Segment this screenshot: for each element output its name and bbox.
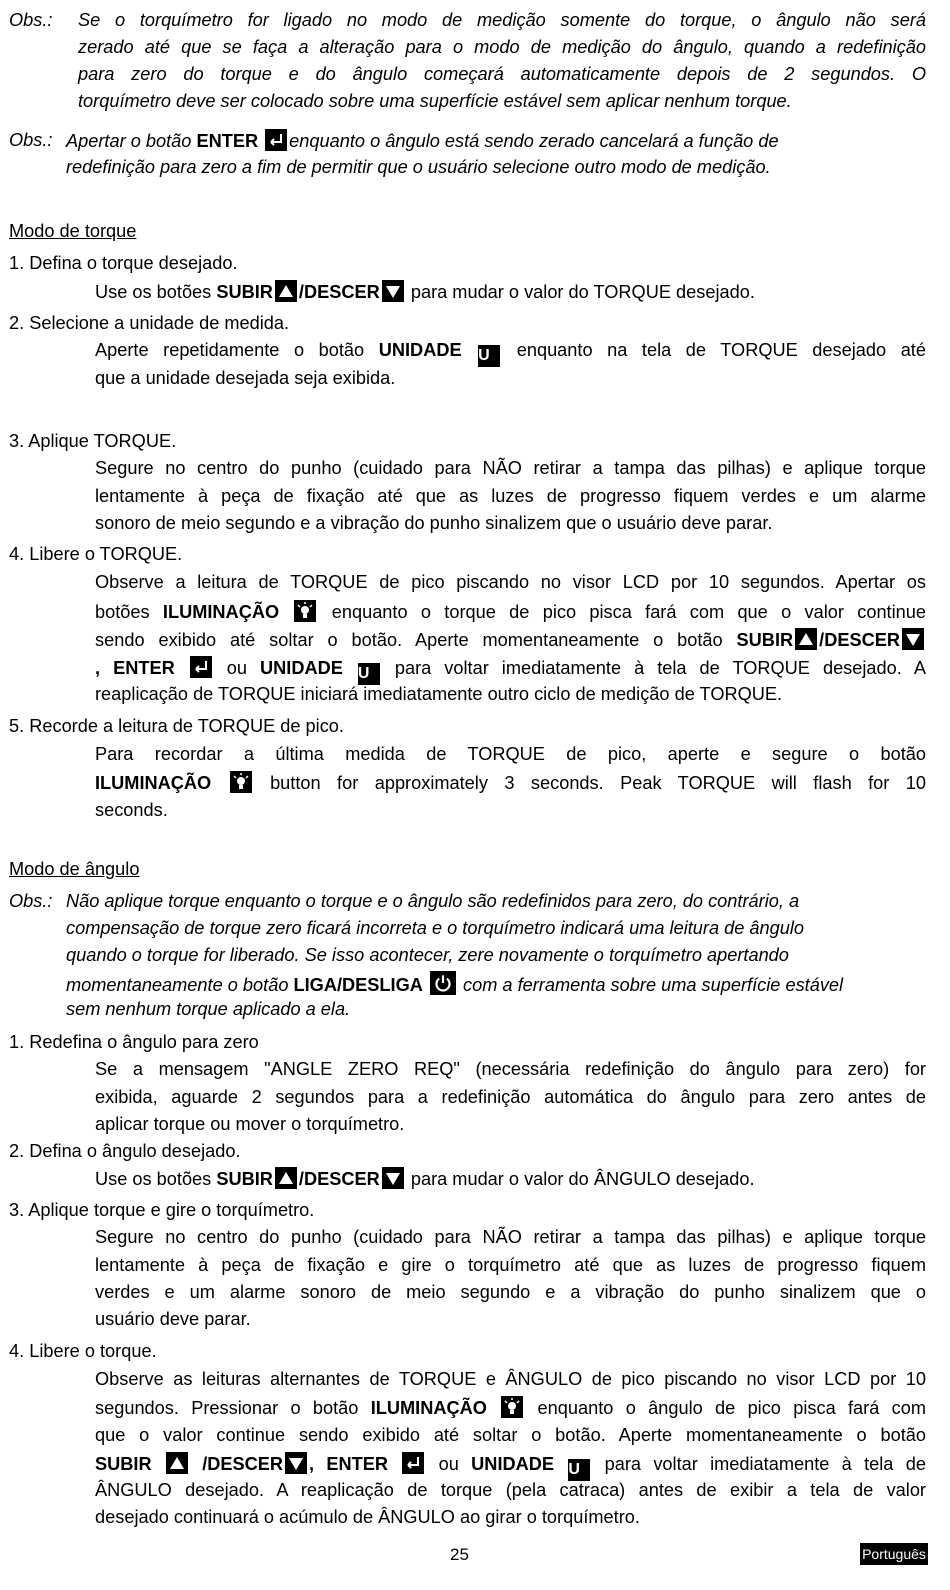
iluminacao-label: ILUMINAÇÃO bbox=[95, 773, 212, 793]
subir-label: SUBIR bbox=[216, 282, 273, 302]
angle-step1-l3: aplicar torque ou mover o torquímetro. bbox=[95, 1114, 405, 1134]
comma: , bbox=[95, 658, 101, 678]
descer-label: /DESCER bbox=[202, 1454, 284, 1474]
torque-step5-l3: seconds. bbox=[95, 800, 168, 820]
descer-label: /DESCER bbox=[298, 282, 380, 302]
angle-step1-l1: Se a mensagem "ANGLE ZERO REQ" (necessária redefinição do ângulo para zero) for bbox=[95, 1059, 926, 1079]
note1-line: para zero do torque e do ângulo começará automaticamente depois de 2 segundos. O bbox=[78, 64, 926, 84]
page-number: 25 bbox=[450, 1545, 469, 1564]
note1-line: zerado até que se faça a alteração para o modo de medição do ângulo, quando a redefinição bbox=[78, 37, 926, 57]
power-icon bbox=[430, 971, 456, 995]
angle-step3-title: 3. Aplique torque e gire o torquímetro. bbox=[9, 1200, 315, 1220]
subir-label: SUBIR bbox=[736, 630, 794, 650]
up-arrow-icon bbox=[275, 280, 297, 302]
light-icon bbox=[501, 1396, 523, 1418]
enter-icon bbox=[402, 1452, 424, 1474]
angle-step4-l5: ÂNGULO desejado. A reaplicação de torque (pela catraca) antes de exibir a tela de valor bbox=[95, 1480, 926, 1500]
angle-step3-l4: usuário deve parar. bbox=[95, 1309, 251, 1329]
torque-heading-text: Modo de torque bbox=[9, 221, 137, 241]
descer-label: /DESCER bbox=[298, 1169, 380, 1189]
iluminacao-label: ILUMINAÇÃO bbox=[162, 602, 280, 622]
torque-step3-l1: Segure no centro do punho (cuidado para NÃO retirar a tampa das pilhas) e aplique torque bbox=[95, 458, 926, 478]
torque-step4-l2 bbox=[95, 600, 926, 623]
down-arrow-icon bbox=[902, 628, 924, 650]
u-icon: U bbox=[568, 1459, 590, 1481]
enter-label: ENTER bbox=[196, 131, 259, 151]
enter-icon bbox=[265, 129, 287, 151]
text: ou bbox=[438, 1454, 459, 1474]
enter-icon bbox=[190, 656, 212, 678]
down-arrow-icon bbox=[285, 1452, 307, 1474]
up-arrow-icon bbox=[275, 1167, 297, 1189]
text: enquanto na tela de TORQUE desejado até bbox=[516, 340, 926, 360]
text: para mudar o valor do TORQUE desejado. bbox=[410, 282, 755, 302]
torque-step3-title: 3. Aplique TORQUE. bbox=[9, 431, 177, 451]
text: enquanto o ângulo de pico pisca fará com bbox=[537, 1398, 926, 1418]
note2-line2: redefinição para zero a fim de permitir que o usuário selecione outro modo de medição. bbox=[66, 157, 771, 177]
angle-step4-l6: desejado continuará o acúmulo de ÂNGULO ao girar o torquímetro. bbox=[95, 1507, 640, 1527]
obs-label: Obs.: bbox=[9, 130, 53, 150]
angle-step1-l2: exibida, aguarde 2 segundos para a redefinição automática do ângulo para zero antes de bbox=[95, 1087, 926, 1107]
angle-obs-l1: Não aplique torque enquanto o torque e o ângulo são redefinidos para zero, do contrário, a bbox=[66, 891, 800, 911]
angle-step4-l1: Observe as leituras alternantes de TORQUE e ÂNGULO de pico piscando no visor LCD por 10 bbox=[95, 1369, 926, 1389]
language-tab: Português bbox=[860, 1543, 928, 1565]
note2-line bbox=[66, 129, 779, 152]
down-arrow-icon bbox=[382, 1167, 404, 1189]
angle-step4-l2 bbox=[95, 1396, 926, 1419]
note1-line: Se o torquímetro for ligado no modo de medição somente do torque, o ângulo não será bbox=[78, 10, 926, 30]
u-icon: U bbox=[358, 663, 380, 685]
torque-heading bbox=[9, 220, 136, 242]
up-arrow-icon bbox=[795, 628, 817, 650]
up-arrow-icon bbox=[166, 1452, 188, 1474]
light-icon bbox=[230, 771, 252, 793]
text: momentaneamente o botão bbox=[66, 975, 289, 995]
angle-step4-title: 4. Libere o torque. bbox=[9, 1341, 157, 1361]
text: botões bbox=[95, 602, 150, 622]
angle-heading-text: Modo de ângulo bbox=[9, 859, 140, 879]
angle-step4-l4 bbox=[95, 1452, 926, 1481]
unidade-label: UNIDADE bbox=[378, 340, 462, 360]
angle-step3-l1: Segure no centro do punho (cuidado para NÃO retirar a tampa das pilhas) e aplique torque bbox=[95, 1227, 926, 1247]
text: para voltar imediatamente à tela de bbox=[604, 1454, 926, 1474]
obs-label: Obs.: bbox=[9, 10, 53, 30]
torque-step4-l5: reaplicação de TORQUE iniciará imediatamente outro ciclo de medição de TORQUE. bbox=[95, 684, 783, 704]
text: para mudar o valor do ÂNGULO desejado. bbox=[410, 1169, 755, 1189]
angle-obs-l5: sem nenhum torque aplicado a ela. bbox=[66, 999, 351, 1019]
note1-line: torquímetro deve ser colocado sobre uma superfície estável sem aplicar nenhum torque. bbox=[78, 91, 792, 111]
torque-step4-l4 bbox=[95, 656, 926, 685]
subir-label: SUBIR bbox=[216, 1169, 273, 1189]
down-arrow-icon bbox=[382, 280, 404, 302]
text: Aperte repetidamente o botão bbox=[95, 340, 365, 360]
subir-label: SUBIR bbox=[95, 1454, 152, 1474]
text: Use os botões bbox=[95, 282, 212, 302]
torque-step2-title: 2. Selecione a unidade de medida. bbox=[9, 313, 290, 333]
torque-step1-text bbox=[95, 280, 755, 303]
liga-desliga-label: LIGA/DESLIGA bbox=[293, 975, 423, 995]
angle-step2-text bbox=[95, 1167, 755, 1190]
torque-step3-l3: sonoro de meio segundo e a vibração do punho sinalizem que o usuário deve parar. bbox=[95, 513, 773, 533]
comma: , bbox=[309, 1454, 315, 1474]
angle-heading bbox=[9, 858, 139, 880]
text: Use os botões bbox=[95, 1169, 212, 1189]
text: para voltar imediatamente à tela de TORQUE desejado. A bbox=[394, 658, 926, 678]
torque-step5-title: 5. Recorde a leitura de TORQUE de pico. bbox=[9, 716, 344, 736]
text: button for approximately 3 seconds. Peak TORQUE will flash for 10 bbox=[270, 773, 926, 793]
enter-label: ENTER bbox=[326, 1454, 389, 1474]
torque-step2-text bbox=[95, 339, 926, 367]
angle-step4-l3: que o valor continue sendo exibido até soltar o botão. Aperte momentaneamente o botão bbox=[95, 1425, 926, 1445]
text: com a ferramenta sobre uma superfície estável bbox=[462, 975, 844, 995]
note2-pre: Apertar o botão bbox=[66, 131, 192, 151]
obs-label: Obs.: bbox=[9, 891, 53, 911]
unidade-label: UNIDADE bbox=[260, 658, 343, 678]
torque-step2-l2: que a unidade desejada seja exibida. bbox=[95, 368, 396, 388]
torque-step3-l2: lentamente à peça de fixação até que as luzes de progresso fiquem verdes e um alarme bbox=[95, 486, 926, 506]
text: enquanto o torque de pico pisca fará com que o valor continue bbox=[331, 602, 926, 622]
angle-step2-title: 2. Defina o ângulo desejado. bbox=[9, 1141, 241, 1161]
light-icon bbox=[294, 600, 316, 622]
angle-step1-title: 1. Redefina o ângulo para zero bbox=[9, 1032, 259, 1052]
descer-label: /DESCER bbox=[819, 630, 900, 650]
angle-obs-l2: compensação de torque zero ficará incorreta e o torquímetro indicará uma leitura de ângulo bbox=[66, 918, 805, 938]
u-icon: U bbox=[478, 345, 500, 367]
torque-step4-title: 4. Libere o TORQUE. bbox=[9, 544, 183, 564]
unidade-label: UNIDADE bbox=[471, 1454, 555, 1474]
angle-obs-l3: quando o torque for liberado. Se isso acontecer, zere novamente o torquímetro apertando bbox=[66, 945, 789, 965]
enter-label: ENTER bbox=[113, 658, 175, 678]
torque-step5-l1: Para recordar a última medida de TORQUE de pico, aperte e segure o botão bbox=[95, 744, 926, 764]
angle-step3-l2: lentamente à peça de fixação e gire o torquímetro até que as luzes de progresso fiquem bbox=[95, 1255, 926, 1275]
text: ou bbox=[226, 658, 247, 678]
text: segundos. Pressionar o botão bbox=[95, 1398, 359, 1418]
torque-step4-l1: Observe a leitura de TORQUE de pico piscando no visor LCD por 10 segundos. Apertar os bbox=[95, 572, 926, 592]
torque-step4-l3 bbox=[95, 628, 926, 651]
text: sendo exibido até soltar o botão. Aperte momentaneamente o botão bbox=[95, 630, 723, 650]
note2-post: enquanto o ângulo está sendo zerado cancelará a função de bbox=[289, 131, 779, 151]
angle-step3-l3: verdes e um alarme sonoro de meio segundo e a vibração do punho sinalizem que o bbox=[95, 1282, 926, 1302]
torque-step1-title: 1. Defina o torque desejado. bbox=[9, 253, 238, 273]
angle-obs-l4 bbox=[66, 971, 843, 996]
iluminacao-label: ILUMINAÇÃO bbox=[370, 1398, 487, 1418]
torque-step5-l2 bbox=[95, 771, 926, 794]
